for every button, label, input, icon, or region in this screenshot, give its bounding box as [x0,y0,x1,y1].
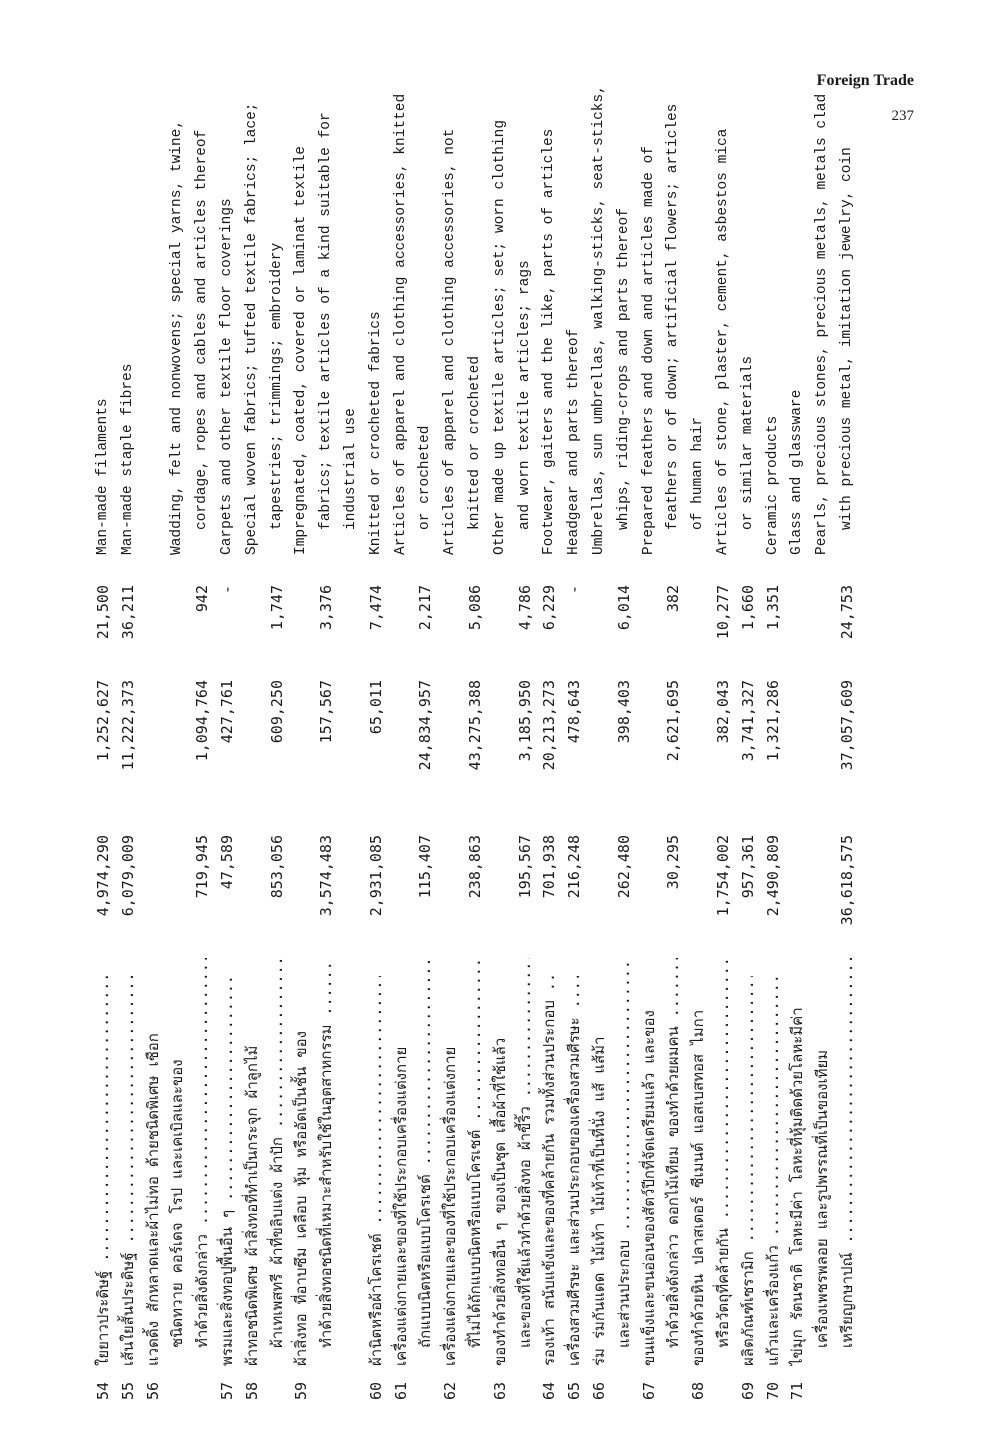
value-col-1: 195,567 [515,835,534,899]
thai-description: ถักแบบนิตหรือแบบโครเชต์ ..... [412,958,438,1348]
table-row [636,146,662,1400]
value-col-1: 4,974,290 [94,835,112,917]
thai-description: รองเท้า สนับแข้งและของที่คล้ายกัน รวมทั้งส่วนประกอบ ..... [536,976,562,1366]
value-col-2: 43,275,388 [466,680,484,771]
value-col-1: 36,618,575 [838,835,856,926]
heading-number: 68 [689,1381,708,1400]
page-number: 237 [891,108,914,124]
value-col-2: 37,057,609 [838,680,856,771]
english-description: and worn textile articles; rags [516,260,533,530]
value-col-3: 10,277 [714,585,732,640]
heading-number: 67 [639,1381,658,1400]
english-description: Headgear and parts thereof [566,328,583,555]
value-col-2: 65,011 [366,680,385,735]
english-description: Man-made staple fibres [119,363,136,555]
heading-number: 57 [218,1381,236,1400]
thai-description: แก้วและเครื่องแก้ว ..... [760,976,786,1366]
table-row [288,146,314,1400]
value-col-3: 1,351 [763,585,782,631]
value-col-2: 398,403 [614,680,633,744]
table-row [388,93,414,1400]
table-row [760,180,786,1400]
value-col-2: 1,321,286 [763,680,782,762]
value-col-2: 20,213,273 [540,680,559,771]
value-col-1: 6,079,009 [118,835,137,917]
english-description: cordage, ropes and cables and articles thereof [194,129,211,530]
heading-number: 63 [490,1381,509,1400]
value-col-3: 2,217 [416,585,435,631]
value-col-2: 382,043 [714,680,732,744]
thai-description: ผลิตภัณฑ์เซรามิก ..... [735,976,761,1366]
heading-number: 65 [565,1381,584,1400]
value-col-1: 2,490,809 [763,835,782,917]
english-description: Man-made filaments [95,398,111,555]
value-col-1: 47,589 [218,835,236,890]
table-row [338,180,364,1400]
table-row [710,128,736,1400]
heading-number: 64 [540,1381,559,1400]
english-description: or crocheted [417,425,434,530]
english-description: Prepared feathers and down and articles made of [640,146,657,555]
heading-number: 58 [242,1381,261,1400]
value-col-3: 24,753 [838,585,856,640]
english-description: Carpets and other textile floor coverings [219,198,235,555]
heading-number: 66 [590,1381,608,1400]
table-row [611,180,637,1400]
english-description: with precious metal, imitation jewelry, coin [839,147,855,530]
value-col-1: 3,574,483 [317,835,336,917]
english-description: Umbrellas, sun umbrellas, walking-sticks, seat-sticks, [591,85,607,555]
english-description: fabrics; textile articles of a kind suitable for [318,112,335,530]
thai-description: ทำด้วยสิ่งดังกล่าว ดอกไม้เทียม ของทำด้วยผมคน ..... [660,958,686,1348]
heading-number: 55 [118,1381,137,1400]
value-col-2: 11,222,373 [118,680,137,771]
heading-number: 59 [292,1381,311,1400]
english-description: Impregnated, coated, covered or laminat textile [293,146,310,555]
thai-description: พรมและสิ่งทอปูพื้นอื่น ๆ ..... [214,976,240,1366]
value-col-3: 1,747 [267,585,286,631]
value-col-3: - [565,585,584,595]
thai-description: ผ้าทอชนิดพิเศษ ผ้าสิ่งทอที่ทำเป็นกระจุก ผ้าลูกไม้ [242,1045,261,1366]
value-col-2: 1,252,627 [94,680,112,762]
value-col-1: 957,361 [738,835,757,899]
thai-description: ของทำด้วยหิน ปลาสเตอร์ ซีเมนต์ แอสเบสทอส ไมกา [689,1009,708,1366]
value-col-1: 262,480 [614,835,633,899]
value-col-3: 1,660 [738,585,757,631]
english-description: Knitted or crocheted fabrics [367,311,384,555]
thai-description: ร่ม ร่มกันแดด ไม้เท้า ไม้เท้าที่เป็นที่นั่ง แส้ แส้ม้า [590,1036,608,1366]
table-row [735,180,761,1400]
english-description: Articles of apparel and clothing accessories, knitted [392,93,409,555]
value-col-3: 3,376 [317,585,336,631]
table-row [536,128,562,1400]
value-col-1: 115,407 [416,835,435,899]
thai-description: ใยยาวประดิษฐ์ ..... [90,976,116,1366]
english-description: Special woven fabrics; tufted textile fabrics; lace; [243,102,260,555]
thai-description: ที่ไม่ได้ถักแบบนิตหรือแบบโครเชต์ ..... [462,958,488,1348]
value-col-2: 427,761 [218,680,236,744]
table-row [487,119,513,1400]
value-col-2: 157,567 [317,680,336,744]
english-description: industrial use [343,408,359,530]
running-header-title: Foreign Trade [816,72,914,89]
value-col-2: 609,250 [267,680,286,744]
thai-description: ผ้านิตหรือผ้าโครเชต์ ..... [363,976,389,1366]
table-row [239,102,265,1400]
english-description: Wadding, felt and nonwovens; special yarns, twine, [169,119,186,555]
value-col-1: 1,754,002 [714,835,732,917]
english-description: Articles of stone, plaster, cement, asbestos mica [715,128,731,555]
table-row [214,180,240,1400]
english-description: knitted or crocheted [467,355,483,530]
thai-description: ชนิดทวาย คอร์เดจ โรป และเคเบิลและของ [168,1059,187,1348]
value-col-2: 1,094,764 [193,680,212,762]
english-description: whips, riding-crops and parts thereof [615,208,632,530]
value-col-1: 216,248 [565,835,584,899]
thai-description: ทำด้วยสิ่งทอชนิดที่เหมาะสำหรับใช้ในอุตสาหกรรม ..... [313,958,339,1348]
english-description: feathers or of down; artificial flowers; articles [665,103,682,530]
thai-description: ผ้าเทเพสทรี ผ้าที่ขลิบแต่ง ผ้าปัก ..... [264,958,290,1348]
value-col-1: 701,938 [540,835,559,899]
english-description: tapestries; trimmings; embroidery [268,242,285,530]
table-row [412,180,438,1400]
heading-number: 69 [738,1381,757,1400]
thai-description: เหรียญกษาปณ์ ..... [834,958,860,1348]
value-col-1: 2,931,085 [366,835,385,917]
english-description: Pearls, precious stones, precious metals, metals clad [814,93,831,555]
table-row [512,180,538,1400]
thai-description: เครื่องสวมศีรษะ และส่วนประกอบของเครื่องสวมศีรษะ ..... [561,976,587,1366]
value-col-3: 36,211 [118,585,137,640]
table-row [164,119,190,1400]
thai-description: ผ้าสิ่งทอ ที่อาบซึม เคลือบ หุ้ม หรืออัดเป็นชั้น ของ [292,1031,311,1366]
table-row [834,147,860,1400]
value-col-1: 30,295 [664,835,683,890]
value-col-2: 3,741,327 [738,680,757,762]
value-col-3: - [218,585,236,595]
value-col-2: 24,834,957 [416,680,435,771]
table-row [685,180,711,1400]
value-col-3: 21,500 [94,585,112,640]
table-row [264,180,290,1400]
table-row [189,129,215,1400]
table-row [313,112,339,1400]
thai-description: แวดดิ้ง สักหลาดและผ้าไม่ทอ ด้ายชนิดพิเศษ เชือก [143,1033,162,1366]
table-row [115,180,141,1400]
english-description: Glass and glassware [789,389,806,555]
table-row [437,128,463,1400]
english-description: Ceramic products [764,415,781,555]
heading-number: 62 [441,1381,460,1400]
heading-number: 54 [94,1381,112,1400]
value-col-3: 6,229 [540,585,559,631]
heading-number: 61 [391,1381,410,1400]
thai-description: เครื่องแต่งกายและของที่ใช้ประกอบเครื่องแต่งกาย [441,1046,460,1366]
heading-number: 71 [788,1381,807,1400]
thai-description: และของที่ใช้แล้วทำด้วยสิ่งทอ ผ้าขี้ริ้ว ..... [512,958,538,1348]
table-row [660,103,686,1400]
table-row [462,180,488,1400]
value-col-1: 719,945 [193,835,212,899]
thai-description: ขนแข็งและขนอ่อนของสัตว์ปีกที่จัดเตรียมแล้ว และของ [639,1010,658,1366]
heading-number: 56 [143,1381,162,1400]
table-row [90,180,116,1400]
value-col-3: 6,014 [614,585,633,631]
table-row [363,180,389,1400]
thai-description: ไข่มุก รัตนชาติ โลหะมีค่า โลหะที่หุ้มติดด้วยโลหะมีค่า [788,1007,807,1366]
english-description: Footwear, gaiters and the like, parts of articles [541,128,558,555]
value-col-2: 3,185,950 [515,680,534,762]
table-row [784,180,810,1400]
thai-description: เครื่องเพชรพลอย และรูปพรรณที่เป็นของเทียม [813,1049,832,1348]
english-description: of human hair [690,416,707,530]
table-row [586,85,612,1400]
value-col-3: 4,786 [515,585,534,631]
value-col-3: 382 [664,585,683,613]
thai-description: ทำด้วยสิ่งดังกล่าว ..... [189,958,215,1348]
thai-description: หรือวัตถุที่คล้ายกัน ..... [710,958,736,1348]
value-col-2: 2,621,695 [664,680,683,762]
value-col-1: 853,056 [267,835,286,899]
heading-number: 70 [763,1381,782,1400]
table-row [140,180,166,1400]
english-description: Articles of apparel and clothing accessories, not [442,128,459,555]
thai-description: ของทำด้วยสิ่งทออื่น ๆ ของเป็นชุด เสื้อผ้าที่ใช้แล้ว [490,1037,509,1366]
value-col-3: 7,474 [366,585,385,631]
thai-description: เส้นใยสั้นประดิษฐ์ ..... [115,976,141,1366]
value-col-2: 478,643 [565,680,584,744]
table-row [561,180,587,1400]
value-col-3: 942 [193,585,212,613]
value-col-3: 5,086 [466,585,484,631]
english-description: or similar materials [739,355,756,530]
english-description: Other made up textile articles; set; worn clothing [491,119,508,555]
trade-table [80,85,880,1400]
heading-number: 60 [366,1381,385,1400]
thai-description: เครื่องแต่งกายและของที่ใช้ประกอบเครื่องแต่งกาย [391,1046,410,1366]
table-row [809,93,835,1400]
value-col-1: 238,863 [466,835,484,899]
thai-description: และส่วนประกอบ ..... [611,958,637,1348]
